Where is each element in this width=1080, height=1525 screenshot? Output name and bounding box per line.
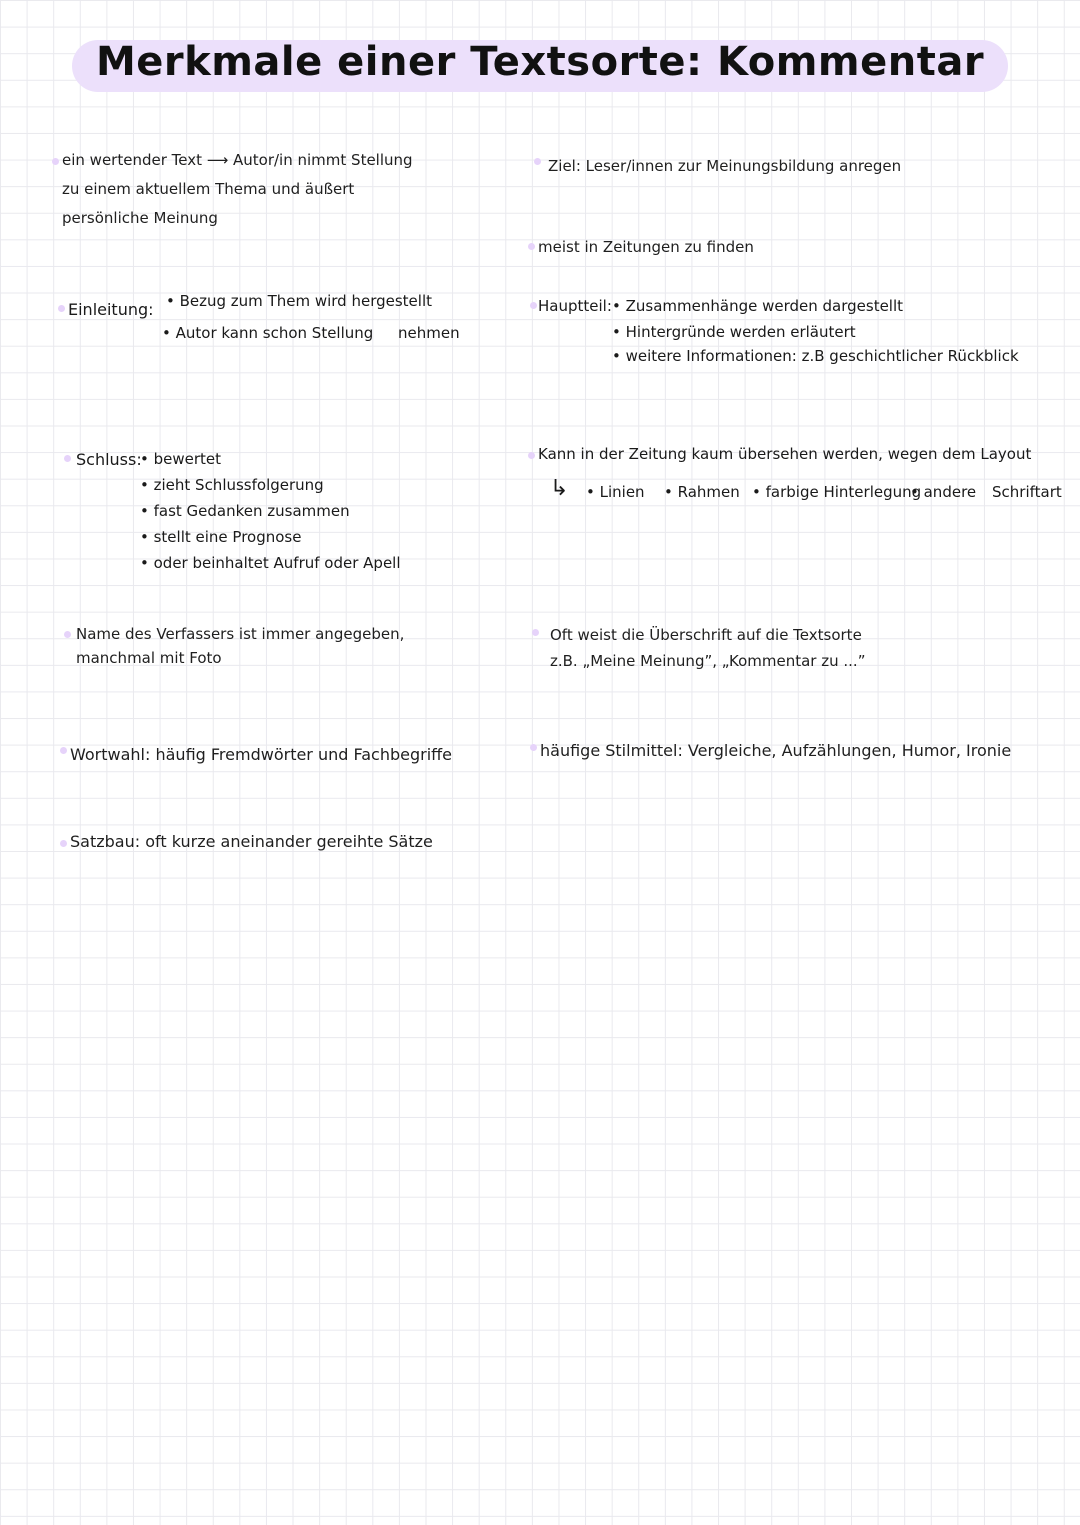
- bullet-dot: [60, 747, 67, 754]
- layout-item: • farbige Hinterlegung: [752, 483, 922, 501]
- wortwahl-text: Wortwahl: häufig Fremdwörter und Fachbegriffe: [70, 745, 453, 764]
- title-highlight: [72, 40, 1008, 92]
- bullet-dot: [64, 455, 71, 462]
- einleitung-note: [68, 293, 488, 353]
- layout-note: [538, 440, 1078, 520]
- einleitung-item-2: • Autor kann schon Stellung: [162, 324, 374, 342]
- page-title: Merkmale einer Textsorte: Kommentar: [95, 39, 985, 85]
- ueberschrift-note: [550, 622, 865, 674]
- bullet-dot: [530, 744, 537, 751]
- zeitungen-text: meist in Zeitungen zu finden: [538, 238, 754, 256]
- definition-note: [62, 146, 413, 233]
- definition-line-1: ein wertender Text ⟶ Autor/in nimmt Stellung: [62, 151, 413, 169]
- hauptteil-note: [538, 292, 1078, 382]
- bullet-dot: [58, 305, 65, 312]
- einleitung-item-2-tail: nehmen: [398, 324, 460, 342]
- schluss-note: [76, 445, 476, 585]
- schluss-item: • stellt eine Prognose: [140, 528, 302, 546]
- schluss-item: • oder beinhaltet Aufruf oder Apell: [140, 554, 401, 572]
- schluss-label: Schluss:: [76, 450, 142, 469]
- verfasser-line-1: Name des Verfassers ist immer angegeben,: [76, 625, 405, 643]
- arrow-icon: ↳: [550, 476, 569, 501]
- verfasser-line-2: manchmal mit Foto: [76, 649, 222, 667]
- schluss-item: • bewertet: [140, 450, 222, 468]
- hauptteil-label: Hauptteil:: [538, 297, 612, 315]
- layout-line-1: Kann in der Zeitung kaum übersehen werden, wegen dem Layout: [538, 445, 1032, 463]
- hauptteil-item-3: • weitere Informationen: z.B geschichtlicher Rückblick: [612, 347, 1019, 365]
- definition-line-2: zu einem aktuellem Thema und äußert: [62, 180, 355, 198]
- definition-line-3: persönliche Meinung: [62, 209, 218, 227]
- hauptteil-item-2: • Hintergründe werden erläutert: [612, 323, 856, 341]
- einleitung-label: Einleitung:: [68, 300, 154, 319]
- hauptteil-item-1: • Zusammenhänge werden dargestellt: [612, 297, 904, 315]
- bullet-dot: [528, 452, 535, 459]
- bullet-dot: [532, 629, 539, 636]
- layout-item: Schriftart: [992, 483, 1062, 501]
- stilmittel-text: häufige Stilmittel: Vergleiche, Aufzählungen, Humor, Ironie: [540, 741, 1012, 760]
- satzbau-text: Satzbau: oft kurze aneinander gereihte Sätze: [70, 832, 433, 851]
- ueberschrift-line-1: Oft weist die Überschrift auf die Textsorte: [550, 626, 862, 644]
- layout-item: • Rahmen: [664, 483, 740, 501]
- layout-item: • Linien: [586, 483, 645, 501]
- bullet-dot: [52, 158, 59, 165]
- ueberschrift-line-2: z.B. „Meine Meinung”, „Kommentar zu ...”: [550, 652, 866, 670]
- bullet-dot: [530, 302, 537, 309]
- schluss-item: • fast Gedanken zusammen: [140, 502, 350, 520]
- bullet-dot: [60, 840, 67, 847]
- einleitung-item-1: • Bezug zum Them wird hergestellt: [166, 292, 433, 310]
- zeitungen-note: [538, 233, 754, 262]
- layout-item: • andere: [910, 483, 977, 501]
- bullet-dot: [534, 158, 541, 165]
- satzbau-note: [70, 827, 433, 856]
- bullet-dot: [528, 243, 535, 250]
- verfasser-note: [76, 622, 404, 670]
- bullet-dot: [64, 631, 71, 638]
- stilmittel-note: [540, 736, 1011, 765]
- ziel-note: [548, 152, 901, 181]
- ziel-text: Ziel: Leser/innen zur Meinungsbildung anregen: [548, 157, 902, 175]
- wortwahl-note: [70, 740, 452, 769]
- schluss-item: • zieht Schlussfolgerung: [140, 476, 324, 494]
